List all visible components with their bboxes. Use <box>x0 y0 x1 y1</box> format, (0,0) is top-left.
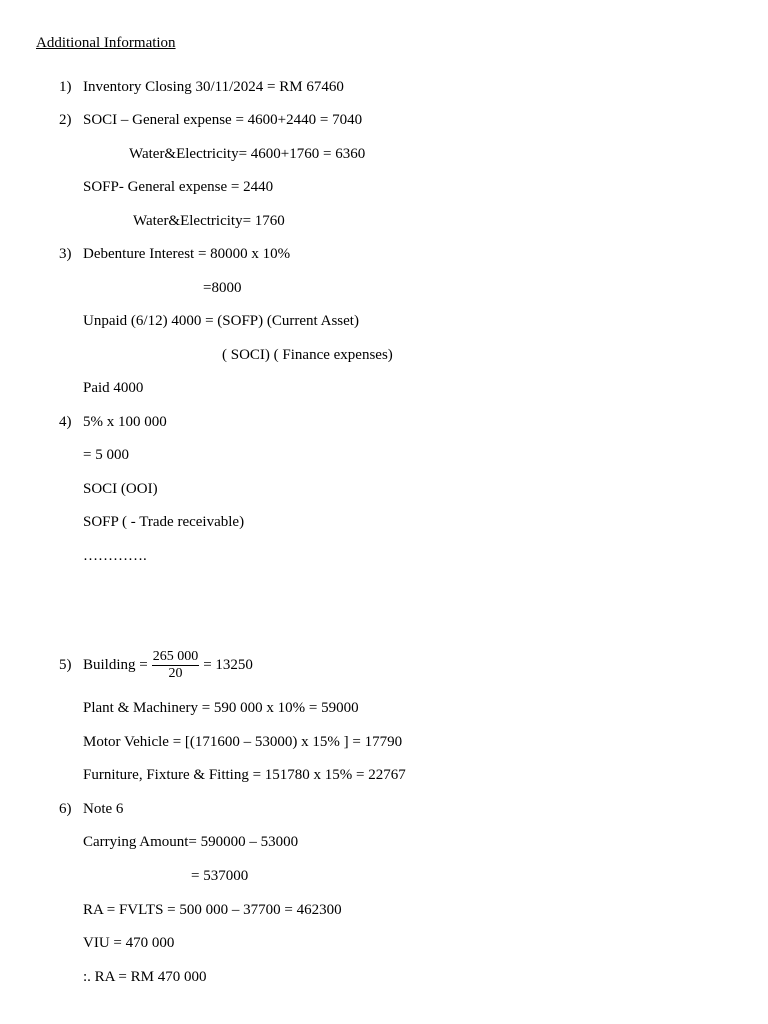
motor-vehicle-line: Motor Vehicle = [(171600 – 53000) x 15% ] = 17790 <box>83 734 403 750</box>
item-number-2: 2) <box>59 112 72 128</box>
sofp-trade-receivable-line: SOFP ( - Trade receivable) <box>83 514 245 530</box>
sofp-water-electricity-line: Water&Electricity= 1760 <box>133 213 285 229</box>
inventory-closing-line: Inventory Closing 30/11/2024 = RM 67460 <box>83 79 344 95</box>
item-number-3: 3) <box>59 246 72 262</box>
building-denominator: 20 <box>168 666 183 682</box>
item-number-6: 6) <box>59 801 72 817</box>
building-depreciation-line <box>83 647 253 683</box>
building-result: = 13250 <box>203 657 253 673</box>
soci-water-electricity-line: Water&Electricity= 4600+1760 = 6360 <box>129 146 366 162</box>
percentage-line: 5% x 100 000 <box>83 414 167 430</box>
note-6-line: Note 6 <box>83 801 124 817</box>
continuation-dots: …………. <box>83 548 147 564</box>
carrying-amount-result-line: = 537000 <box>191 868 249 884</box>
building-numerator: 265 000 <box>152 649 199 665</box>
debenture-result-line: =8000 <box>203 280 242 296</box>
debenture-interest-line: Debenture Interest = 80000 x 10% <box>83 246 291 262</box>
item-number-4: 4) <box>59 414 72 430</box>
unpaid-soci-line: ( SOCI) ( Finance expenses) <box>222 347 393 363</box>
item-number-1: 1) <box>59 79 72 95</box>
furniture-fixture-line: Furniture, Fixture & Fitting = 151780 x 15% = 22767 <box>83 767 406 783</box>
building-label: Building = <box>83 657 148 673</box>
item-number-5: 5) <box>59 657 72 673</box>
viu-line: VIU = 470 000 <box>83 935 175 951</box>
soci-general-expense-line: SOCI – General expense = 4600+2440 = 7040 <box>83 112 363 128</box>
section-heading: Additional Information <box>36 35 176 51</box>
percentage-result-line: = 5 000 <box>83 447 129 463</box>
building-fraction <box>152 649 200 682</box>
unpaid-interest-line: Unpaid (6/12) 4000 = (SOFP) (Current Asset) <box>83 313 359 329</box>
ra-fvlts-line: RA = FVLTS = 500 000 – 37700 = 462300 <box>83 902 342 918</box>
ra-final-line: :. RA = RM 470 000 <box>83 969 207 985</box>
sofp-general-expense-line: SOFP- General expense = 2440 <box>83 179 274 195</box>
paid-interest-line: Paid 4000 <box>83 380 144 396</box>
soci-ooi-line: SOCI (OOI) <box>83 481 158 497</box>
plant-machinery-line: Plant & Machinery = 590 000 x 10% = 59000 <box>83 700 359 716</box>
carrying-amount-line: Carrying Amount= 590000 – 53000 <box>83 834 299 850</box>
